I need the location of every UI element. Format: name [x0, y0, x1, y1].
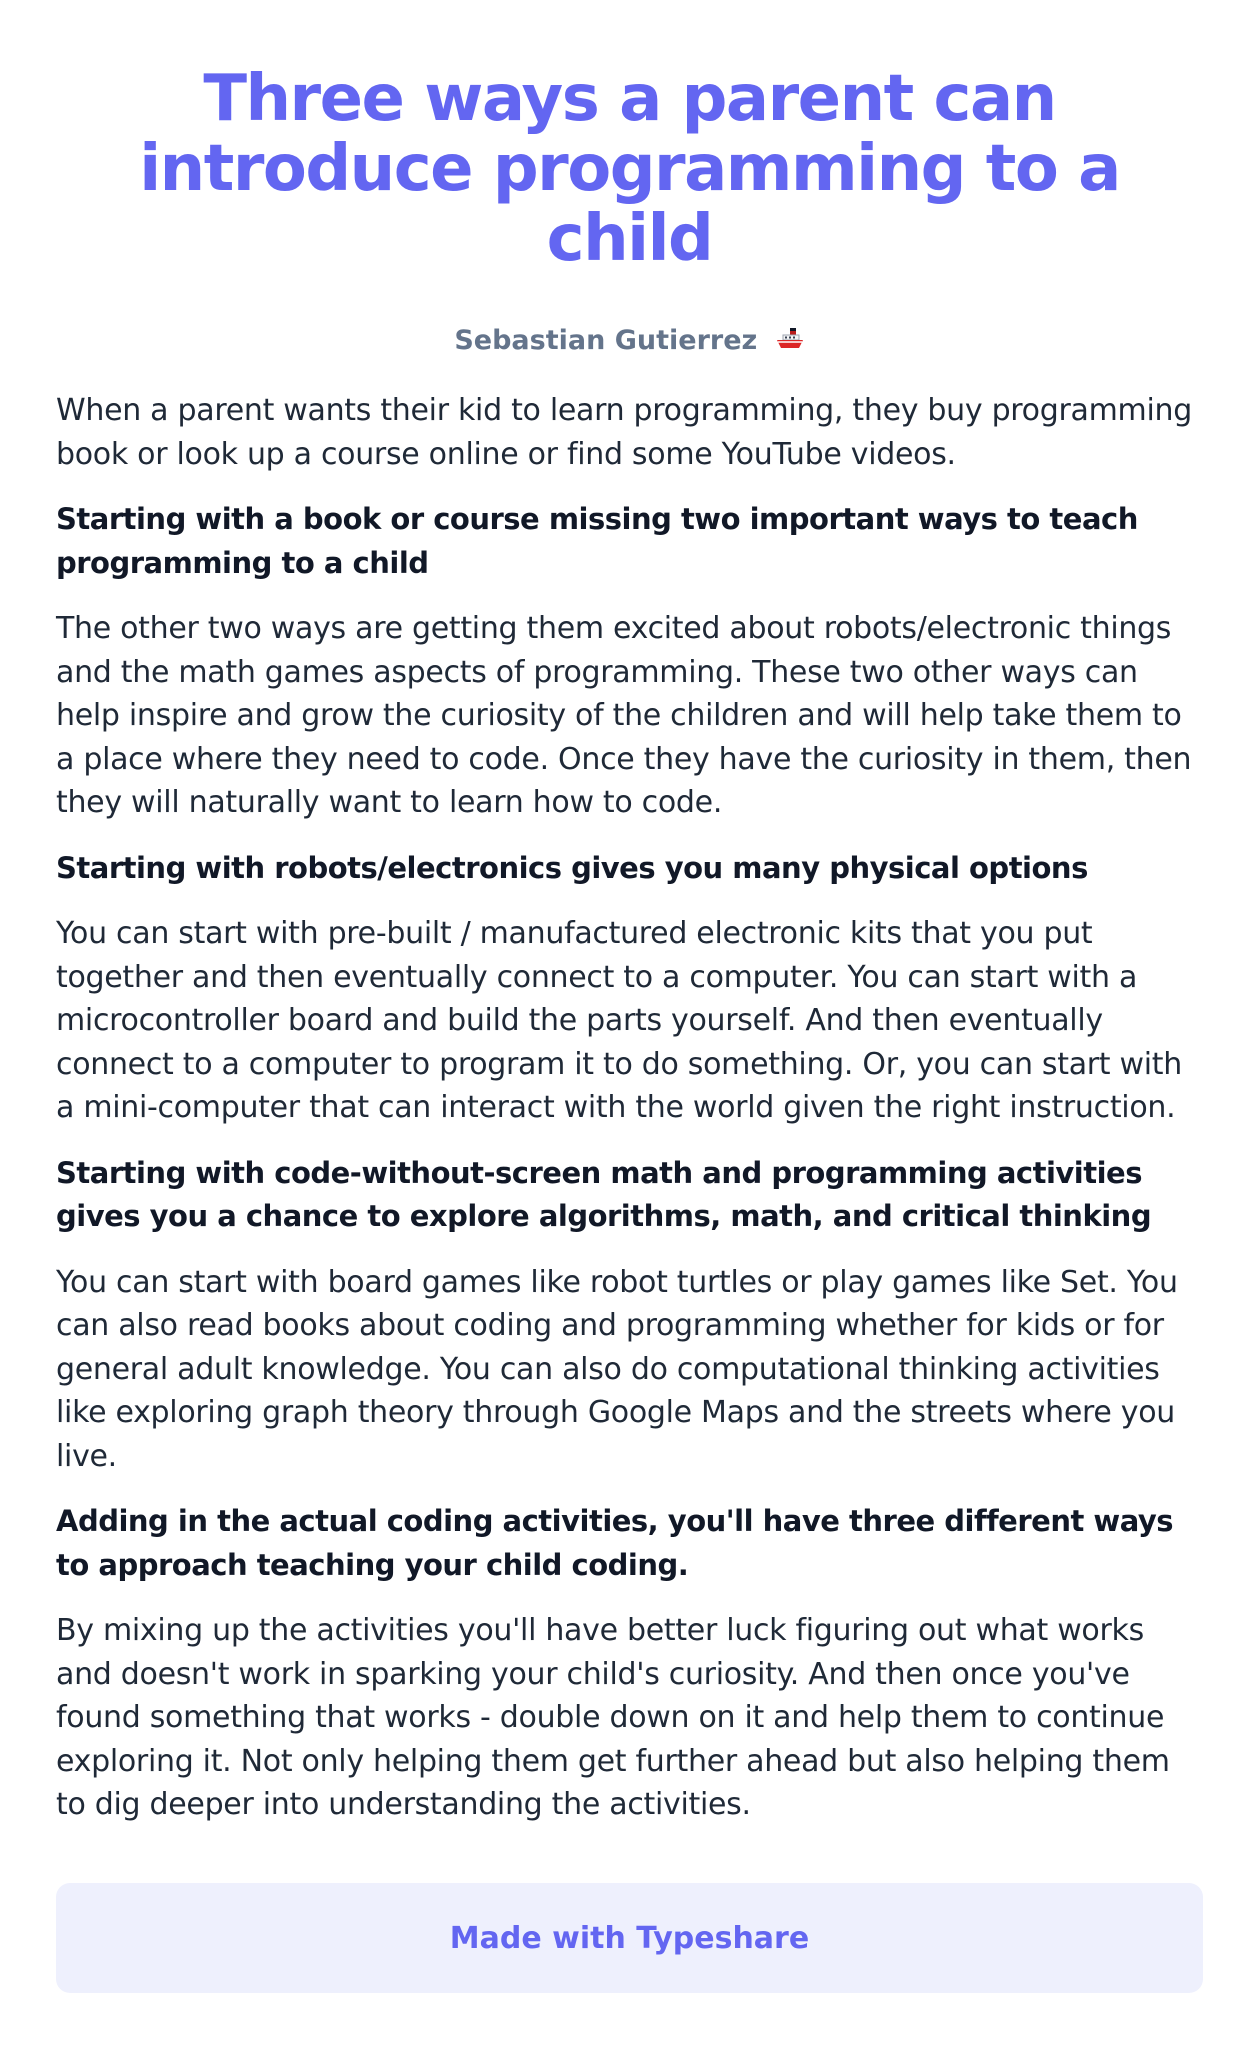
section-heading: Starting with a book or course missing two important ways to teach programming to a child: [56, 502, 1138, 580]
body-paragraph: You can start with board games like robot turtles or play games like Set. You can also read books about coding and programming whether for kids or for general adult knowledge. You can also do computational thinking activities like exploring graph theory through Google Maps and the streets where you live.: [56, 1264, 1178, 1474]
body-paragraph: You can start with pre-built / manufactured electronic kits that you put together and then eventually connect to a computer. You can start with a microcontroller board and build the parts yourself. And then eventually connect to a computer to program it to do something. Or, you can start with a mini-computer that can interact with the world given the right instruction.: [56, 916, 1182, 1125]
body-paragraph: The other two ways are getting them excited about robots/electronic things and the math games aspects of programming. These two other ways can help inspire and grow the curiosity of the children and will help take them to a place where they need to code. Once they have the curiosity in them, then they will naturally want to learn how to code.: [56, 611, 1192, 820]
body-paragraph: By mixing up the activities you'll have better luck figuring out what works and doesn't work in sparking your child's curiosity. And then once you've found something that works - double down on it and help them to continue exploring it. Not only helping them get further ahead but also helping them to dig deeper into understanding the activities.: [56, 1613, 1170, 1822]
article-body: [56, 389, 1203, 1827]
section-heading: Starting with robots/electronics gives you many physical options: [56, 850, 1088, 885]
author-name: Sebastian Gutierrez: [454, 325, 758, 356]
ship-icon: [775, 326, 805, 361]
section-heading: Starting with code-without-screen math and programming activities gives you a chance to explore algorithms, math, and critical thinking: [56, 1155, 1152, 1233]
author-byline: [56, 324, 1203, 361]
page-title: Three ways a parent can introduce programming to a child: [139, 62, 1120, 276]
section-heading: Adding in the actual coding activities, you'll have three different ways to approach teaching your child coding.: [56, 1504, 1174, 1582]
made-with-typeshare-link[interactable]: Made with Typeshare: [56, 1883, 1203, 1993]
body-paragraph: When a parent wants their kid to learn programming, they buy programming book or look up a course online or find some YouTube videos.: [56, 393, 1192, 472]
